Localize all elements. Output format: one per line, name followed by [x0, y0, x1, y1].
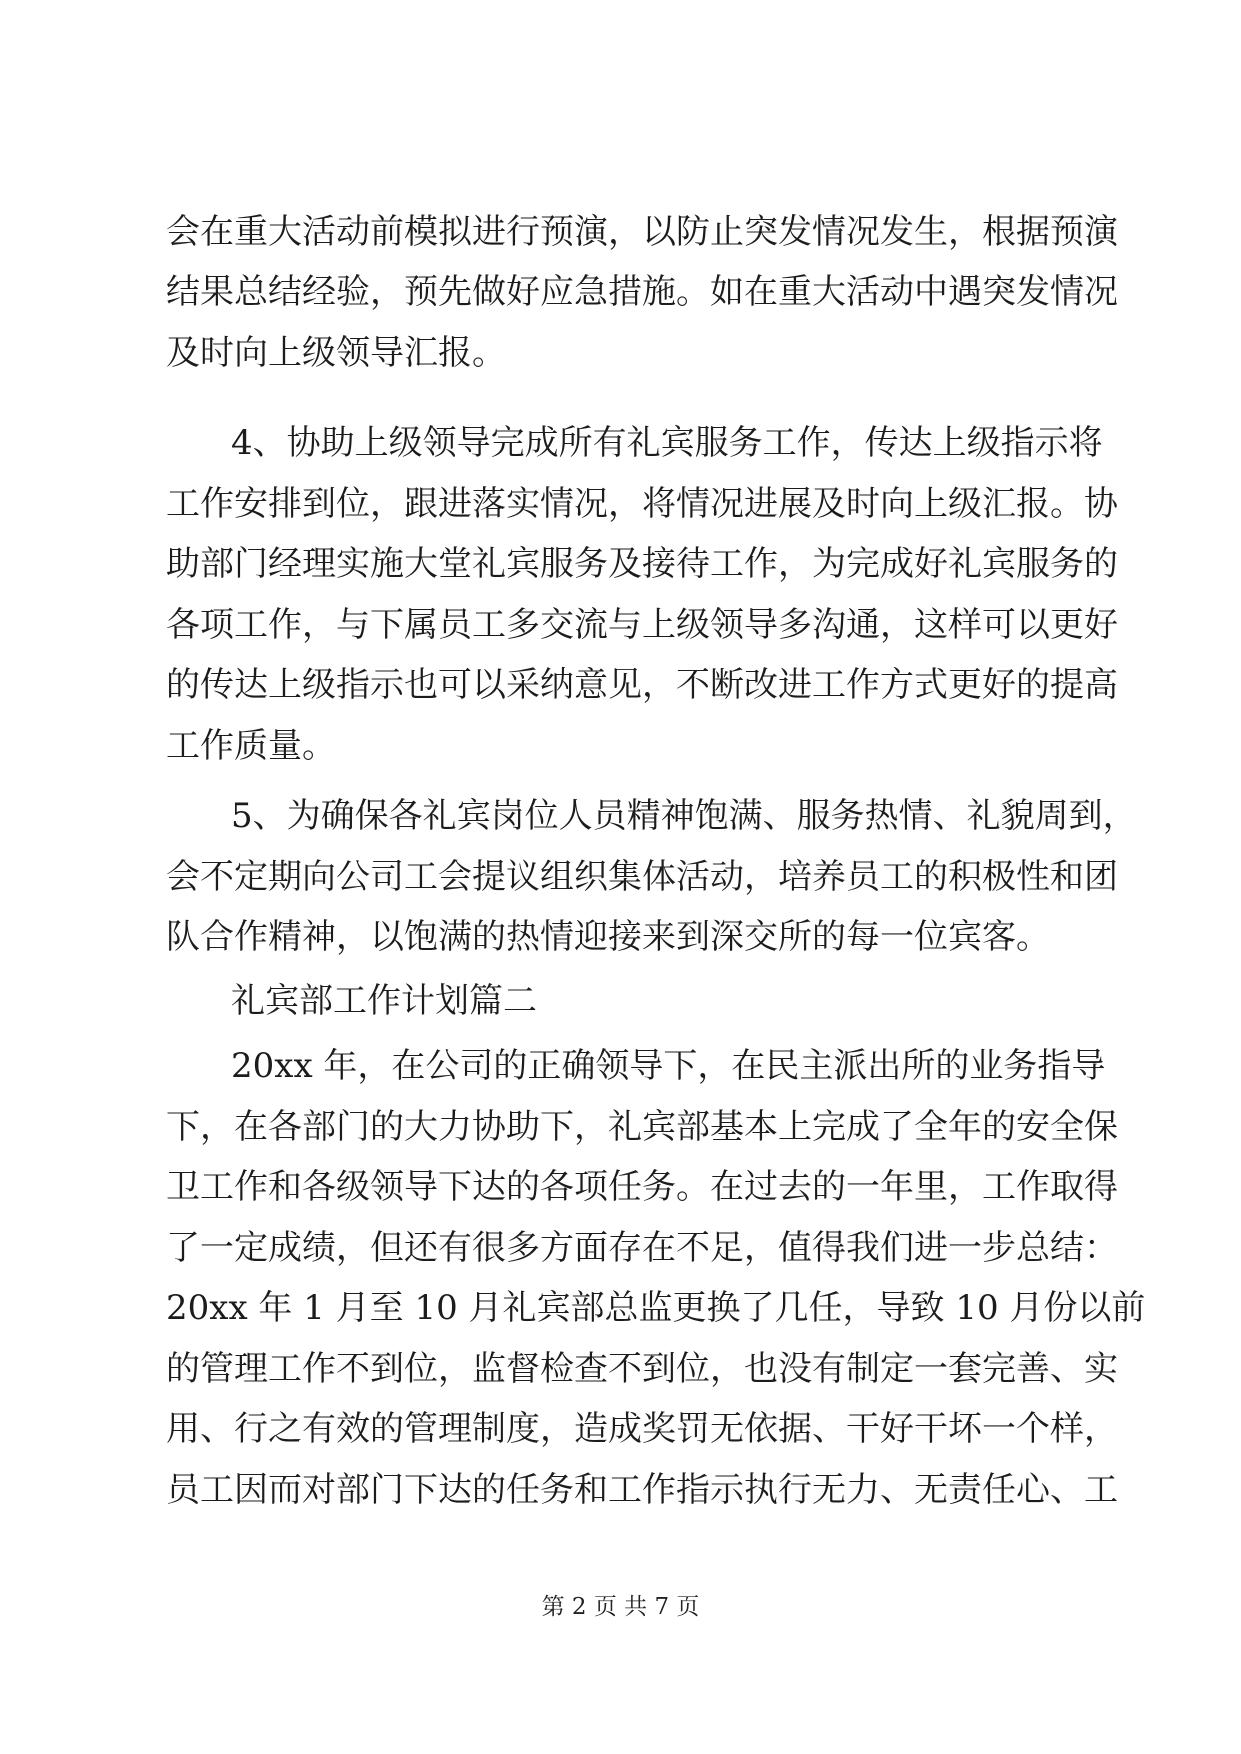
text-line-4: 4、协助上级领导完成所有礼宾服务工作，传达上级指示将 — [231, 423, 1103, 463]
text-line-17: 了一定成绩，但还有很多方面存在不足，值得我们进一步总结： — [166, 1228, 1118, 1268]
text-line-15: 下，在各部门的大力协助下，礼宾部基本上完成了全年的安全保 — [166, 1107, 1118, 1147]
text-line-5: 工作安排到位，跟进落实情况，将情况进展及时向上级汇报。协 — [166, 484, 1118, 524]
page-number-footer: 第 2 页 共 7 页 — [541, 1594, 700, 1620]
text-line-1: 会在重大活动前模拟进行预演，以防止突发情况发生，根据预演 — [166, 212, 1118, 252]
text-line-16: 卫工作和各级领导下达的各项任务。在过去的一年里，工作取得 — [166, 1167, 1118, 1207]
section-heading: 礼宾部工作计划篇二 — [231, 981, 537, 1021]
text-line-10: 5、为确保各礼宾岗位人员精神饱满、服务热情、礼貌周到， — [231, 796, 1137, 836]
text-line-7: 各项工作，与下属员工多交流与上级领导多沟通，这样可以更好 — [166, 605, 1118, 645]
text-line-8: 的传达上级指示也可以采纳意见，不断改进工作方式更好的提高 — [166, 665, 1118, 705]
text-line-18: 20xx 年 1 月至 10 月礼宾部总监更换了几任，导致 10 月份以前 — [166, 1288, 1146, 1328]
text-line-3: 及时向上级领导汇报。 — [166, 333, 506, 373]
text-line-20: 用、行之有效的管理制度，造成奖罚无依据、干好干坏一个样， — [166, 1409, 1118, 1449]
text-line-21: 员工因而对部门下达的任务和工作指示执行无力、无责任心、工 — [166, 1470, 1118, 1510]
text-line-6: 助部门经理实施大堂礼宾服务及接待工作，为完成好礼宾服务的 — [166, 544, 1118, 584]
text-line-11: 会不定期向公司工会提议组织集体活动，培养员工的积极性和团 — [166, 857, 1118, 897]
text-line-9: 工作质量。 — [166, 726, 336, 766]
text-line-2: 结果总结经验，预先做好应急措施。如在重大活动中遇突发情况 — [166, 272, 1118, 312]
text-line-12: 队合作精神，以饱满的热情迎接来到深交所的每一位宾客。 — [166, 917, 1050, 957]
text-line-19: 的管理工作不到位，监督检查不到位，也没有制定一套完善、实 — [166, 1349, 1118, 1389]
text-line-14: 20xx 年，在公司的正确领导下，在民主派出所的业务指导 — [231, 1046, 1106, 1086]
